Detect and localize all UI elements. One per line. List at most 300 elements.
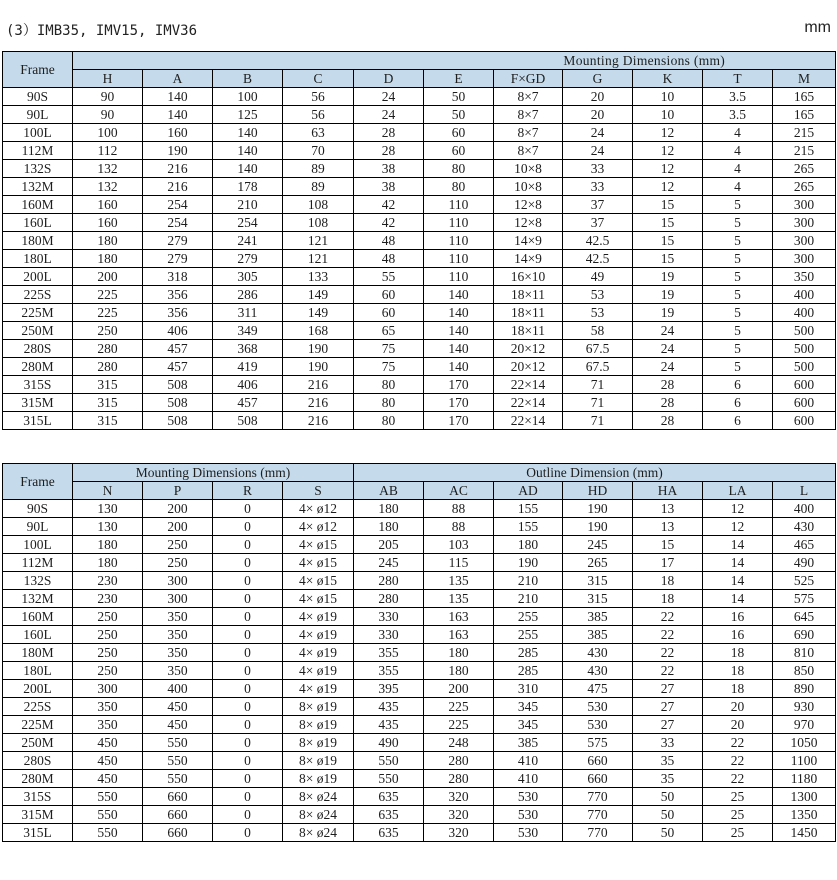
table-cell: 770 [563, 788, 633, 806]
table-row [3, 518, 836, 536]
table-cell: 50 [633, 788, 703, 806]
table-cell: 135 [424, 590, 494, 608]
table-cell: 475 [563, 680, 633, 698]
table-cell: 5 [703, 322, 773, 340]
table-cell: 121 [283, 232, 354, 250]
frame-cell: 280S [3, 752, 73, 770]
table-cell: 48 [354, 232, 424, 250]
table-cell: 457 [143, 358, 213, 376]
table-cell: 37 [563, 196, 633, 214]
outline-group-header: Outline Dimension (mm) [354, 464, 836, 482]
table-cell: 280 [424, 752, 494, 770]
table-cell: 250 [73, 322, 143, 340]
table-cell: 24 [563, 124, 633, 142]
table-cell: 0 [213, 662, 283, 680]
table-cell: 356 [143, 304, 213, 322]
table-cell: 24 [633, 358, 703, 376]
table-row [3, 214, 836, 232]
frame-cell: 90S [3, 500, 73, 518]
table-cell: 8× ø19 [283, 752, 354, 770]
table-cell: 320 [424, 824, 494, 842]
table-cell: 410 [494, 770, 563, 788]
table-cell: 12 [703, 518, 773, 536]
table-cell: 285 [494, 644, 563, 662]
table-cell: 22 [703, 770, 773, 788]
table-cell: 67.5 [563, 358, 633, 376]
table-cell: 200 [424, 680, 494, 698]
table-cell: 140 [213, 160, 283, 178]
table-cell: 6 [703, 412, 773, 430]
table-row [3, 232, 836, 250]
table-cell: 350 [73, 698, 143, 716]
table-cell: 53 [563, 304, 633, 322]
table-cell: 810 [773, 644, 836, 662]
frame-cell: 315S [3, 376, 73, 394]
table-cell: 216 [283, 376, 354, 394]
table-cell: 19 [633, 286, 703, 304]
table-cell: 410 [494, 752, 563, 770]
frame-cell: 180M [3, 232, 73, 250]
table-cell: 250 [73, 644, 143, 662]
table-cell: 71 [563, 376, 633, 394]
unit-label: mm [804, 19, 831, 36]
table-cell: 0 [213, 734, 283, 752]
table-cell: 25 [703, 788, 773, 806]
table-cell: 10 [633, 88, 703, 106]
frame-cell: 100L [3, 124, 73, 142]
table-row [3, 142, 836, 160]
table-cell: 320 [424, 806, 494, 824]
column-header: N [73, 482, 143, 500]
table-cell: 4× ø19 [283, 644, 354, 662]
table-cell: 190 [494, 554, 563, 572]
table-cell: 1300 [773, 788, 836, 806]
table-cell: 16×10 [494, 268, 563, 286]
table-cell: 8×7 [494, 88, 563, 106]
frame-cell: 225M [3, 304, 73, 322]
frame-cell: 132S [3, 160, 73, 178]
table-cell: 90 [73, 88, 143, 106]
table-cell: 300 [73, 680, 143, 698]
table-cell: 15 [633, 196, 703, 214]
column-header-row [3, 70, 836, 88]
table-cell: 5 [703, 232, 773, 250]
table-cell: 250 [73, 662, 143, 680]
table-cell: 18×11 [494, 286, 563, 304]
table-cell: 4× ø19 [283, 680, 354, 698]
table-cell: 60 [354, 286, 424, 304]
table-cell: 88 [424, 518, 494, 536]
table-cell: 279 [213, 250, 283, 268]
table-cell: 110 [424, 268, 494, 286]
table-cell: 8× ø19 [283, 734, 354, 752]
table-cell: 450 [143, 716, 213, 734]
table-cell: 0 [213, 824, 283, 842]
table-cell: 300 [773, 214, 836, 232]
table-row [3, 752, 836, 770]
table-cell: 24 [633, 340, 703, 358]
table-cell: 140 [424, 286, 494, 304]
table-cell: 80 [354, 394, 424, 412]
table-cell: 635 [354, 806, 424, 824]
table-cell: 16 [703, 608, 773, 626]
table-cell: 180 [424, 662, 494, 680]
table-cell: 430 [773, 518, 836, 536]
table-cell: 33 [633, 734, 703, 752]
column-header: L [773, 482, 836, 500]
table-cell: 20×12 [494, 358, 563, 376]
table-cell: 48 [354, 250, 424, 268]
table-cell: 310 [494, 680, 563, 698]
table-cell: 140 [424, 304, 494, 322]
frame-cell: 112M [3, 554, 73, 572]
column-header: M [773, 70, 836, 88]
table-row [3, 412, 836, 430]
table-cell: 33 [563, 178, 633, 196]
table-cell: 550 [354, 770, 424, 788]
table-cell: 14×9 [494, 232, 563, 250]
frame-cell: 180L [3, 250, 73, 268]
table-cell: 65 [354, 322, 424, 340]
frame-cell: 200L [3, 268, 73, 286]
table-cell: 8× ø24 [283, 788, 354, 806]
table-cell: 121 [283, 250, 354, 268]
table-cell: 550 [143, 770, 213, 788]
table-cell: 25 [703, 806, 773, 824]
table-cell: 5 [703, 214, 773, 232]
table-cell: 88 [424, 500, 494, 518]
table-cell: 330 [354, 608, 424, 626]
table-cell: 4× ø15 [283, 536, 354, 554]
table-cell: 0 [213, 788, 283, 806]
table-cell: 508 [143, 376, 213, 394]
table-cell: 550 [73, 806, 143, 824]
table-cell: 4 [703, 124, 773, 142]
table-cell: 22 [633, 662, 703, 680]
table-cell: 0 [213, 806, 283, 824]
table-cell: 170 [424, 394, 494, 412]
table-cell: 103 [424, 536, 494, 554]
frame-cell: 315M [3, 394, 73, 412]
table-cell: 530 [494, 788, 563, 806]
table-cell: 8× ø19 [283, 770, 354, 788]
column-header: C [283, 70, 354, 88]
table-cell: 20 [703, 698, 773, 716]
table-cell: 245 [354, 554, 424, 572]
table-row [3, 536, 836, 554]
table-cell: 4× ø15 [283, 554, 354, 572]
table-cell: 1450 [773, 824, 836, 842]
table-cell: 4× ø19 [283, 662, 354, 680]
column-header: AB [354, 482, 424, 500]
column-header: AC [424, 482, 494, 500]
table-cell: 80 [424, 178, 494, 196]
table-cell: 315 [563, 572, 633, 590]
table-cell: 250 [143, 536, 213, 554]
table-cell: 0 [213, 554, 283, 572]
table-row [3, 806, 836, 824]
table-cell: 5 [703, 250, 773, 268]
frame-cell: 225M [3, 716, 73, 734]
table-cell: 385 [494, 734, 563, 752]
frame-cell: 132M [3, 590, 73, 608]
table-cell: 125 [213, 106, 283, 124]
table-cell: 115 [424, 554, 494, 572]
table-cell: 14×9 [494, 250, 563, 268]
table-cell: 100 [213, 88, 283, 106]
table-cell: 508 [143, 394, 213, 412]
table-cell: 49 [563, 268, 633, 286]
table-cell: 140 [213, 142, 283, 160]
table-cell: 110 [424, 250, 494, 268]
table-cell: 320 [424, 788, 494, 806]
table-row [3, 286, 836, 304]
table-cell: 350 [773, 268, 836, 286]
table-cell: 660 [143, 788, 213, 806]
table-cell: 4× ø15 [283, 590, 354, 608]
table-cell: 255 [494, 626, 563, 644]
table-cell: 33 [563, 160, 633, 178]
table-cell: 80 [424, 160, 494, 178]
table-cell: 970 [773, 716, 836, 734]
table-cell: 450 [73, 752, 143, 770]
table-cell: 279 [143, 232, 213, 250]
table-row [3, 608, 836, 626]
table-cell: 355 [354, 644, 424, 662]
table-cell: 20 [703, 716, 773, 734]
table-cell: 42 [354, 196, 424, 214]
table-cell: 35 [633, 752, 703, 770]
table-cell: 37 [563, 214, 633, 232]
table-cell: 50 [424, 88, 494, 106]
table-cell: 89 [283, 178, 354, 196]
table-cell: 28 [633, 394, 703, 412]
table-cell: 6 [703, 376, 773, 394]
table-cell: 27 [633, 716, 703, 734]
table-cell: 140 [143, 106, 213, 124]
table-cell: 210 [494, 590, 563, 608]
table-row [3, 358, 836, 376]
table-body [3, 500, 836, 842]
table-row [3, 376, 836, 394]
table-cell: 6 [703, 394, 773, 412]
table-cell: 160 [73, 214, 143, 232]
table-cell: 163 [424, 608, 494, 626]
column-header: HA [633, 482, 703, 500]
table-cell: 300 [773, 250, 836, 268]
frame-cell: 90L [3, 518, 73, 536]
group-header: Mounting Dimensions (mm) [73, 52, 836, 70]
table-cell: 89 [283, 160, 354, 178]
table-cell: 265 [773, 178, 836, 196]
table-cell: 15 [633, 214, 703, 232]
table-cell: 0 [213, 770, 283, 788]
column-header: HD [563, 482, 633, 500]
table-cell: 205 [354, 536, 424, 554]
table-cell: 5 [703, 304, 773, 322]
table-cell: 108 [283, 196, 354, 214]
table-cell: 490 [773, 554, 836, 572]
table-row [3, 644, 836, 662]
table-cell: 0 [213, 698, 283, 716]
table-cell: 28 [633, 412, 703, 430]
table-cell: 80 [354, 412, 424, 430]
table-cell: 600 [773, 376, 836, 394]
frame-cell: 315S [3, 788, 73, 806]
table-cell: 18 [703, 680, 773, 698]
table-cell: 42 [354, 214, 424, 232]
table-cell: 530 [563, 716, 633, 734]
table-cell: 250 [73, 608, 143, 626]
table-cell: 110 [424, 214, 494, 232]
frame-cell: 225S [3, 286, 73, 304]
table-cell: 20 [563, 106, 633, 124]
table-cell: 12×8 [494, 196, 563, 214]
column-header: A [143, 70, 213, 88]
table-cell: 13 [633, 500, 703, 518]
table-cell: 14 [703, 536, 773, 554]
table-cell: 385 [563, 626, 633, 644]
frame-cell: 250M [3, 322, 73, 340]
table-cell: 190 [143, 142, 213, 160]
table-cell: 225 [73, 286, 143, 304]
table-cell: 315 [73, 412, 143, 430]
table-cell: 5 [703, 340, 773, 358]
table-cell: 550 [73, 788, 143, 806]
table-cell: 70 [283, 142, 354, 160]
table-cell: 500 [773, 322, 836, 340]
table-cell: 530 [563, 698, 633, 716]
table-cell: 3.5 [703, 106, 773, 124]
table-cell: 3.5 [703, 88, 773, 106]
table-cell: 254 [143, 214, 213, 232]
table-cell: 368 [213, 340, 283, 358]
table-cell: 22 [703, 734, 773, 752]
table-cell: 350 [143, 662, 213, 680]
column-header: H [73, 70, 143, 88]
table-cell: 5 [703, 196, 773, 214]
table-cell: 19 [633, 268, 703, 286]
table-cell: 71 [563, 412, 633, 430]
table-cell: 10×8 [494, 160, 563, 178]
table-cell: 216 [143, 160, 213, 178]
table-cell: 178 [213, 178, 283, 196]
table-cell: 285 [494, 662, 563, 680]
table-cell: 200 [73, 268, 143, 286]
table-cell: 550 [73, 824, 143, 842]
table-cell: 300 [773, 196, 836, 214]
column-header: K [633, 70, 703, 88]
table-cell: 190 [283, 358, 354, 376]
table-cell: 27 [633, 698, 703, 716]
table-cell: 20×12 [494, 340, 563, 358]
table-cell: 24 [354, 88, 424, 106]
column-header: R [213, 482, 283, 500]
frame-cell: 180M [3, 644, 73, 662]
table-cell: 155 [494, 500, 563, 518]
table-cell: 14 [703, 590, 773, 608]
table-cell: 241 [213, 232, 283, 250]
table-cell: 530 [494, 824, 563, 842]
table-cell: 0 [213, 680, 283, 698]
table-cell: 180 [354, 518, 424, 536]
table-cell: 645 [773, 608, 836, 626]
frame-cell: 280S [3, 340, 73, 358]
table-cell: 75 [354, 358, 424, 376]
table-cell: 10 [633, 106, 703, 124]
table-cell: 22 [633, 626, 703, 644]
table-row [3, 500, 836, 518]
table-cell: 4 [703, 178, 773, 196]
table-cell: 318 [143, 268, 213, 286]
frame-header: Frame [3, 52, 73, 88]
table-cell: 400 [773, 304, 836, 322]
table-cell: 135 [424, 572, 494, 590]
table-cell: 22×14 [494, 394, 563, 412]
frame-cell: 90S [3, 88, 73, 106]
table-cell: 58 [563, 322, 633, 340]
table-cell: 53 [563, 286, 633, 304]
table-row [3, 716, 836, 734]
table-cell: 255 [494, 608, 563, 626]
column-header-row [3, 482, 836, 500]
table-cell: 8×7 [494, 142, 563, 160]
frame-cell: 280M [3, 770, 73, 788]
table-cell: 12 [633, 142, 703, 160]
table-cell: 1050 [773, 734, 836, 752]
column-header: P [143, 482, 213, 500]
table-cell: 22×14 [494, 376, 563, 394]
table-cell: 15 [633, 232, 703, 250]
frame-cell: 250M [3, 734, 73, 752]
table-cell: 635 [354, 788, 424, 806]
table-cell: 80 [354, 376, 424, 394]
table-cell: 265 [773, 160, 836, 178]
table-cell: 108 [283, 214, 354, 232]
frame-cell: 160L [3, 214, 73, 232]
table-cell: 35 [633, 770, 703, 788]
frame-cell: 112M [3, 142, 73, 160]
table-cell: 286 [213, 286, 283, 304]
table-cell: 8× ø24 [283, 824, 354, 842]
table-cell: 71 [563, 394, 633, 412]
table-row [3, 322, 836, 340]
table-cell: 4 [703, 160, 773, 178]
table-cell: 149 [283, 286, 354, 304]
table-cell: 525 [773, 572, 836, 590]
table-cell: 18 [703, 662, 773, 680]
table-cell: 280 [354, 572, 424, 590]
table-cell: 508 [213, 412, 283, 430]
outline-dimensions-table [2, 463, 836, 842]
table-row [3, 554, 836, 572]
table-cell: 660 [563, 770, 633, 788]
table-cell: 8× ø19 [283, 716, 354, 734]
table-cell: 450 [73, 770, 143, 788]
table-cell: 18×11 [494, 304, 563, 322]
frame-cell: 160M [3, 196, 73, 214]
table-cell: 14 [703, 572, 773, 590]
table-cell: 13 [633, 518, 703, 536]
table-row [3, 304, 836, 322]
table-cell: 690 [773, 626, 836, 644]
table-cell: 419 [213, 358, 283, 376]
table-cell: 215 [773, 142, 836, 160]
table-cell: 140 [424, 322, 494, 340]
table-cell: 180 [494, 536, 563, 554]
table-cell: 63 [283, 124, 354, 142]
table-cell: 28 [633, 376, 703, 394]
